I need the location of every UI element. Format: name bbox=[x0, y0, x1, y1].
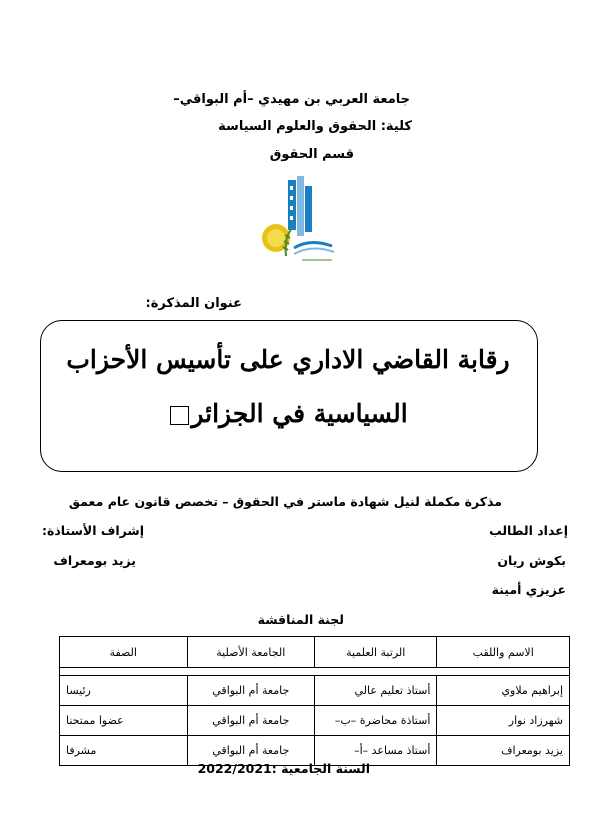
column-header-role: الصفة bbox=[60, 637, 188, 668]
member-role: رئيسا bbox=[60, 676, 188, 706]
table-header-row bbox=[60, 637, 570, 668]
committee-title: لجنة المناقشة bbox=[257, 612, 344, 627]
supervision-label: إشراف الأستاذة: bbox=[42, 523, 144, 538]
university-logo-icon bbox=[248, 172, 348, 272]
university-name: جامعة العربي بن مهيدي –أم البواقي– bbox=[173, 92, 410, 107]
member-rank: أستاذة محاضرة –ب– bbox=[315, 706, 437, 736]
member-name: شهرزاد نوار bbox=[437, 706, 570, 736]
academic-year-value: 2022/2021 bbox=[197, 761, 272, 776]
member-university: جامعة أم البواقي bbox=[187, 736, 315, 766]
member-role: عضوا ممتحنا bbox=[60, 706, 188, 736]
member-name: يزيد بومعراف bbox=[437, 736, 570, 766]
department-name: قسم الحقوق bbox=[269, 147, 354, 162]
supervisor-name: يزيد بومعراف bbox=[53, 553, 136, 568]
member-rank: أستاذ تعليم عالي bbox=[315, 676, 437, 706]
table-spacer bbox=[60, 668, 570, 676]
student-name-1: بكوش ريان bbox=[497, 553, 566, 568]
table-row bbox=[60, 676, 570, 706]
member-university: جامعة أم البواقي bbox=[187, 676, 315, 706]
checkbox-icon bbox=[170, 406, 189, 425]
faculty-name: كلية: الحقوق والعلوم السياسة bbox=[218, 119, 412, 134]
table-row bbox=[60, 706, 570, 736]
member-university: جامعة أم البواقي bbox=[187, 706, 315, 736]
prepared-by-label: إعداد الطالب bbox=[489, 523, 568, 538]
member-name: إبراهيم ملاوي bbox=[437, 676, 570, 706]
column-header-rank: الرتبة العلمية bbox=[315, 637, 437, 668]
memo-title-line-2-wrap bbox=[139, 399, 439, 428]
academic-year bbox=[198, 761, 370, 776]
memo-title-line-2: السياسية في الجزائر bbox=[191, 399, 408, 428]
committee-table bbox=[59, 636, 570, 766]
student-name-2: عزيزي أمينة bbox=[491, 582, 566, 597]
academic-year-label: السنة الجامعية : bbox=[271, 761, 370, 776]
column-header-name: الاسم واللقب bbox=[437, 637, 570, 668]
column-header-university: الجامعة الأصلية bbox=[187, 637, 315, 668]
memo-title-line-1: رقابة القاضي الاداري على تأسيس الأحزاب bbox=[66, 345, 510, 374]
member-rank: أستاذ مساعد –أ– bbox=[315, 736, 437, 766]
memo-title-label: عنوان المذكرة: bbox=[145, 296, 242, 311]
memo-title-box bbox=[40, 320, 538, 472]
member-role: مشرفا bbox=[60, 736, 188, 766]
degree-statement: مذكرة مكملة لنيل شهادة ماستر في الحقوق – تخصص قانون عام معمق bbox=[68, 494, 502, 509]
